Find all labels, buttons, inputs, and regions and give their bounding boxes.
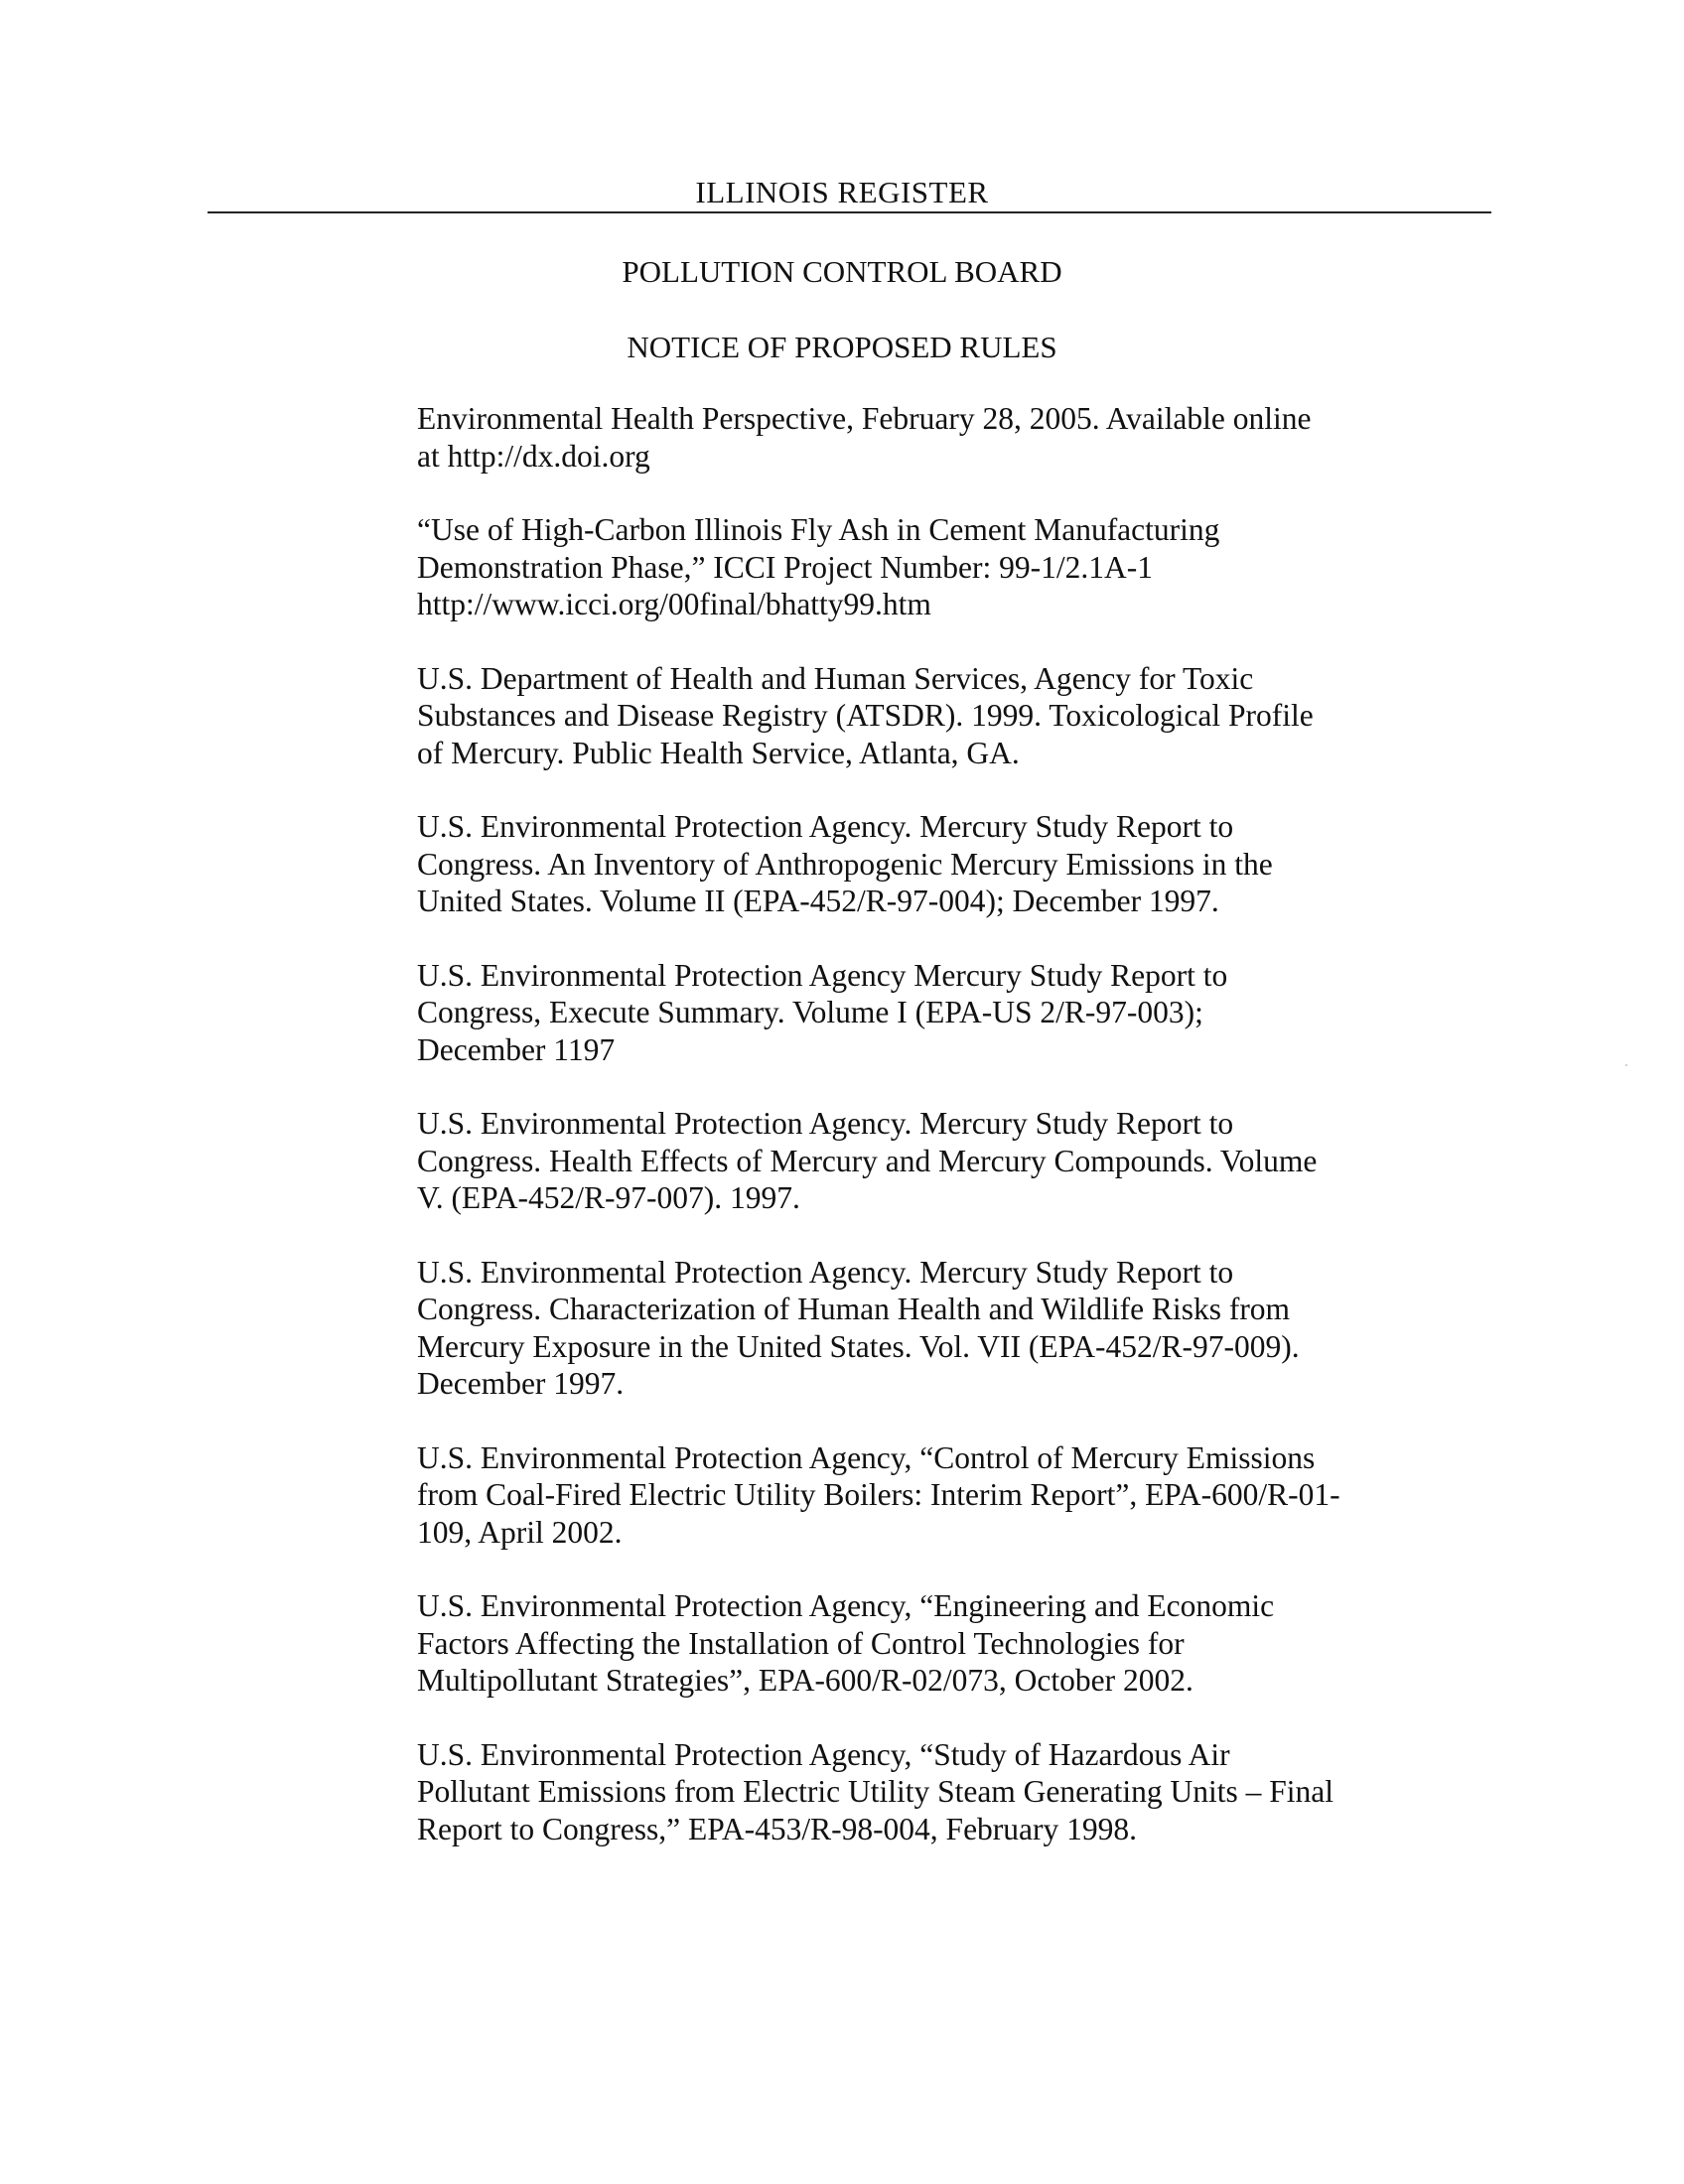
header-rule (208, 211, 1491, 213)
reference-list (417, 400, 1410, 1847)
reference-item: U.S. Environmental Protection Agency Mercury Study Report to Congress, Execute Summary. Volume I (EPA-US 2/R-97-003); December 1197 (417, 957, 1228, 1067)
reference-item: U.S. Environmental Protection Agency. Mercury Study Report to Congress. Health Effects of Mercury and Mercury Compounds. Volume V. (EPA-452/R-97-007). 1997. (417, 1106, 1318, 1215)
reference-item: U.S. Environmental Protection Agency, “Study of Hazardous Air Pollutant Emissions from Electric Utility Steam Generating Units – Final Report to Congress,” EPA-453/R-98-004, February 1998. (417, 1736, 1334, 1846)
reference-item: U.S. Department of Health and Human Services, Agency for Toxic Substances and Disease Registry (ATSDR). 1999. Toxicological Profile of Mercury. Public Health Service, Atlanta, GA. (417, 660, 1314, 770)
register-title: ILLINOIS REGISTER (695, 175, 989, 209)
reference-item: U.S. Environmental Protection Agency. Mercury Study Report to Congress. Characterization of Human Health and Wildlife Risks from Mercury Exposure in the United States. Vol. VII (EPA-452/R-97-009). December 1997. (417, 1254, 1300, 1401)
reference-item: U.S. Environmental Protection Agency, “Control of Mercury Emissions from Coal-Fired Electric Utility Boilers: Interim Report”, EPA-600/R-01- 109, April 2002. (417, 1439, 1340, 1550)
notice-title: NOTICE OF PROPOSED RULES (627, 330, 1057, 364)
reference-item: U.S. Environmental Protection Agency, “Engineering and Economic Factors Affecting the Installation of Control Technologies for Multipollutant Strategies”, EPA-600/R-02/073, October 2002. (417, 1588, 1275, 1698)
reference-item: U.S. Environmental Protection Agency. Mercury Study Report to Congress. An Inventory of Anthropogenic Mercury Emissions in the United States. Volume II (EPA-452/R-97-004); December 1997. (417, 809, 1273, 918)
scan-speck (1625, 1064, 1627, 1066)
reference-item: Environmental Health Perspective, February 28, 2005. Available online at http://dx.doi.org (417, 401, 1312, 474)
reference-item: “Use of High-Carbon Illinois Fly Ash in Cement Manufacturing Demonstration Phase,” ICCI Project Number: 99-1/2.1A-1 http://www.icci.org/00final/bhatty99.htm (417, 512, 1220, 621)
board-title: POLLUTION CONTROL BOARD (622, 254, 1062, 289)
